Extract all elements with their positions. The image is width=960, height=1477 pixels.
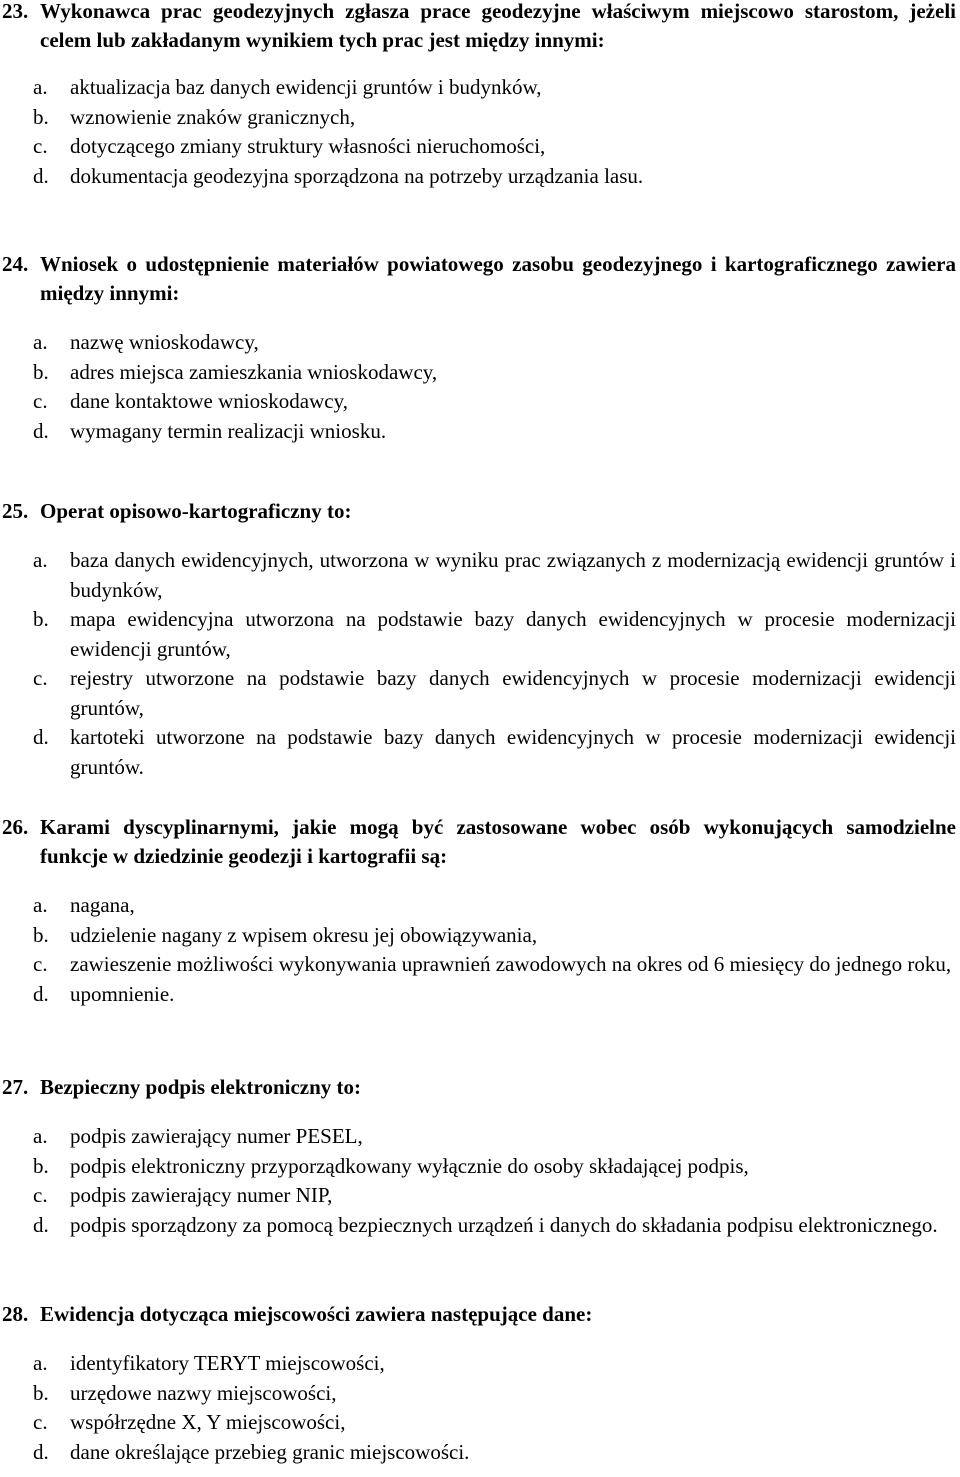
answer-text: dokumentacja geodezyjna sporządzona na potrzeby urządzania lasu. [70, 163, 644, 188]
answer-item [0, 921, 956, 951]
answer-text: udzielenie nagany z wpisem okresu jej obowiązywania, [70, 922, 538, 947]
answer-text: mapa ewidencyjna utworzona na podstawie bazy danych ewidencyjnych w procesie modernizacji ewidencji gruntów, [70, 607, 956, 661]
question-number: 26. [2, 815, 29, 839]
answer-text: nazwę wnioskodawcy, [70, 330, 259, 354]
answer-item [0, 1349, 956, 1379]
answer-text: dotyczącego zmiany struktury własności nieruchomości, [70, 134, 546, 158]
answer-letter: c. [33, 666, 48, 690]
question-text: Karami dyscyplinarnymi, jakie mogą być zastosowane wobec osób wykonujących samodzielne funkcje w dziedzinie geodezji i kartografii są: [40, 815, 956, 868]
answer-text: podpis zawierający numer NIP, [70, 1183, 333, 1207]
answer-item [0, 328, 956, 358]
answer-letter: b. [33, 1380, 49, 1405]
answer-text: dane kontaktowe wnioskodawcy, [70, 389, 348, 413]
question-number: 25. [2, 499, 29, 523]
answer-text: kartoteki utworzone na podstawie bazy danych ewidencyjnych w procesie modernizacji ewidencji gruntów. [70, 725, 956, 779]
question-number: 28. [2, 1302, 29, 1326]
answer-item [0, 723, 956, 782]
question-text: Ewidencja dotycząca miejscowości zawiera następujące dane: [40, 1302, 593, 1326]
answer-item [0, 605, 956, 664]
answer-text: rejestry utworzone na podstawie bazy danych ewidencyjnych w procesie modernizacji ewidencji gruntów, [70, 666, 956, 720]
question-number: 27. [2, 1075, 29, 1099]
question-title [0, 813, 956, 871]
answer-text: podpis zawierający numer PESEL, [70, 1124, 363, 1148]
question-number: 24. [2, 252, 29, 276]
answer-item [0, 1122, 956, 1152]
answer-text: adres miejsca zamieszkania wnioskodawcy, [70, 359, 438, 384]
question-24 [0, 250, 956, 446]
answer-item [0, 1438, 956, 1468]
answer-item [0, 162, 956, 192]
question-title [0, 1300, 956, 1329]
answer-item [0, 1152, 956, 1182]
question-title [0, 0, 956, 55]
question-28 [0, 1300, 956, 1467]
answer-text: wznowienie znaków granicznych, [70, 104, 356, 129]
answer-text: aktualizacja baz danych ewidencji gruntów i budynków, [70, 75, 542, 99]
answer-item [0, 1211, 956, 1241]
answer-text: współrzędne X, Y miejscowości, [70, 1410, 346, 1434]
answer-text: podpis elektroniczny przyporządkowany wyłącznie do osoby składającej podpis, [70, 1153, 749, 1178]
answer-letter: a. [33, 330, 48, 354]
question-26 [0, 813, 956, 1009]
answer-letter: d. [33, 1212, 49, 1237]
question-27 [0, 1073, 956, 1240]
answer-item [0, 132, 956, 162]
answer-letter: a. [33, 1351, 48, 1375]
answer-letter: d. [33, 1439, 49, 1464]
answer-item [0, 664, 956, 723]
question-title [0, 1073, 956, 1102]
answer-item [0, 891, 956, 921]
answer-item [0, 358, 956, 388]
answer-letter: b. [33, 607, 49, 631]
question-text: Wniosek o udostępnienie materiałów powiatowego zasobu geodezyjnego i kartograficznego zawiera między innymi: [40, 252, 956, 305]
answer-item [0, 950, 956, 980]
answer-letter: a. [33, 75, 48, 99]
answer-letter: d. [33, 981, 49, 1006]
answer-item [0, 1181, 956, 1211]
answer-letter: d. [33, 725, 49, 749]
question-title [0, 497, 956, 526]
answer-item [0, 1408, 956, 1438]
question-text: Wykonawca prac geodezyjnych zgłasza prace geodezyjne właściwym miejscowo starostom, jeżeli celem lub zakładanym wynikiem tych prac jest między innymi: [40, 0, 956, 52]
answer-item [0, 73, 956, 103]
answer-list [0, 1349, 956, 1467]
answer-text: nagana, [70, 893, 135, 917]
answer-letter: c. [33, 1183, 48, 1207]
answer-list [0, 891, 956, 1009]
answer-item [0, 417, 956, 447]
answer-letter: c. [33, 952, 48, 976]
answer-letter: b. [33, 104, 49, 129]
answer-letter: a. [33, 893, 48, 917]
answer-letter: c. [33, 134, 48, 158]
answer-letter: d. [33, 418, 49, 443]
answer-letter: b. [33, 1153, 49, 1178]
answer-item [0, 1379, 956, 1409]
answer-list [0, 546, 956, 782]
answer-letter: a. [33, 1124, 48, 1148]
answer-letter: b. [33, 922, 49, 947]
answer-item [0, 546, 956, 605]
answer-item [0, 387, 956, 417]
answer-list [0, 73, 956, 191]
answer-text: upomnienie. [70, 981, 175, 1006]
answer-letter: d. [33, 163, 49, 188]
answer-letter: b. [33, 359, 49, 384]
question-25 [0, 497, 956, 782]
answer-text: dane określające przebieg granic miejscowości. [70, 1439, 470, 1464]
answer-list [0, 1122, 956, 1240]
answer-letter: a. [33, 548, 48, 572]
answer-list [0, 328, 956, 446]
answer-letter: c. [33, 1410, 48, 1434]
answer-item [0, 103, 956, 133]
answer-item [0, 980, 956, 1010]
answer-letter: c. [33, 389, 48, 413]
answer-text: identyfikatory TERYT miejscowości, [70, 1351, 385, 1375]
question-23 [0, 0, 956, 191]
answer-text: zawieszenie możliwości wykonywania uprawnień zawodowych na okres od 6 miesięcy do jednego roku, [70, 952, 952, 976]
question-title [0, 250, 956, 308]
answer-text: urzędowe nazwy miejscowości, [70, 1380, 337, 1405]
answer-text: podpis sporządzony za pomocą bezpiecznych urządzeń i danych do składania podpisu elektronicznego. [70, 1212, 938, 1237]
answer-text: wymagany termin realizacji wniosku. [70, 418, 387, 443]
answer-text: baza danych ewidencyjnych, utworzona w wyniku prac związanych z modernizacją ewidencji gruntów i budynków, [70, 548, 956, 602]
question-number: 23. [2, 0, 29, 23]
question-text: Operat opisowo-kartograficzny to: [40, 499, 352, 523]
question-text: Bezpieczny podpis elektroniczny to: [40, 1075, 362, 1099]
